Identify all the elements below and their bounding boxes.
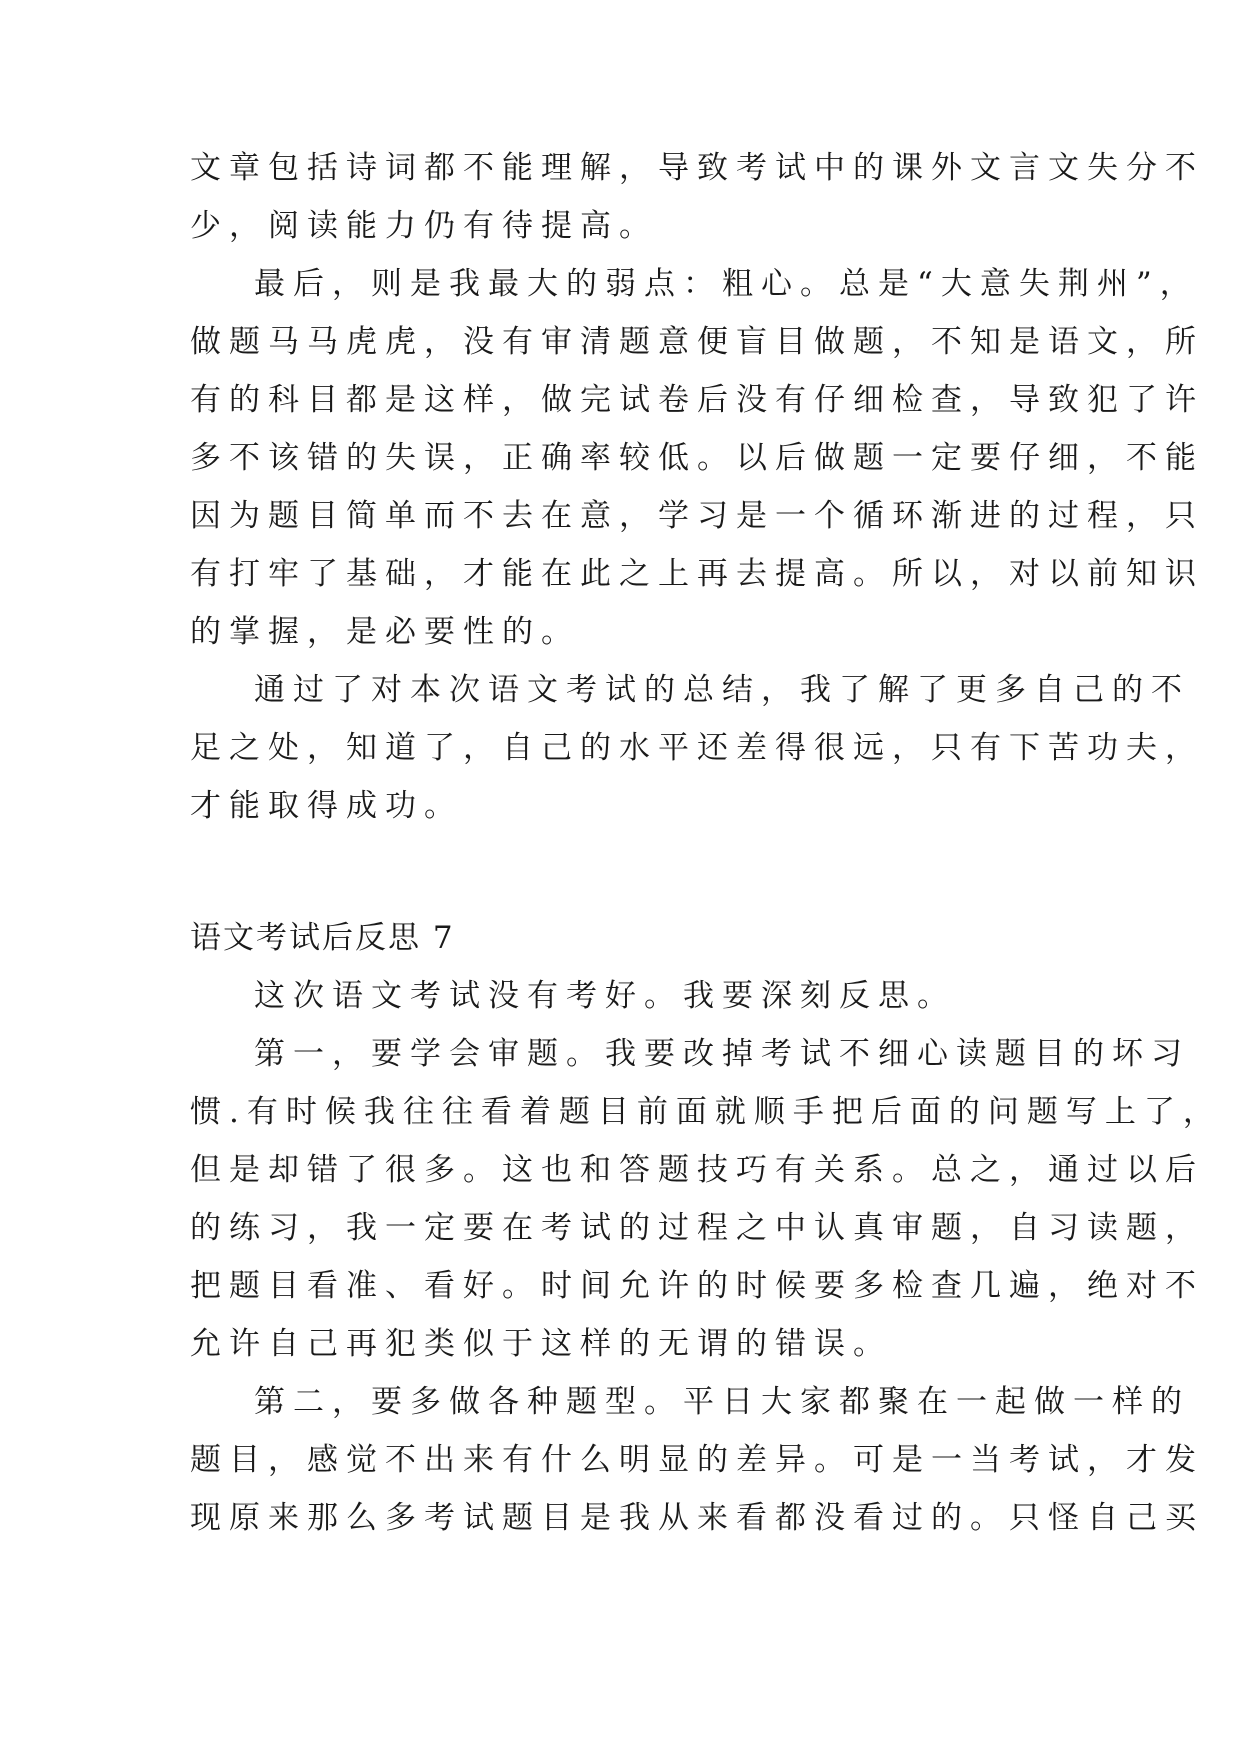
text-line: 题目，感觉不出来有什么明显的差异。可是一当考试，才发 (190, 1442, 1204, 1478)
text-line: 允许自己再犯类似于这样的无谓的错误。 (190, 1326, 892, 1362)
text-line: 第一，要学会审题。我要改掉考试不细心读题目的坏习 (254, 1036, 1190, 1072)
section-heading: 语文考试后反思 7 (190, 920, 455, 956)
text-line: 把题目看准、看好。时间允许的时候要多检查几遍，绝对不 (190, 1268, 1204, 1304)
text-line: 因为题目简单而不去在意，学习是一个循环渐进的过程，只 (190, 498, 1204, 534)
text-line: 有打牢了基础，才能在此之上再去提高。所以，对以前知识 (190, 556, 1204, 592)
text-line: 第二，要多做各种题型。平日大家都聚在一起做一样的 (254, 1384, 1190, 1420)
text-line: 多不该错的失误，正确率较低。以后做题一定要仔细，不能 (190, 440, 1204, 476)
text-line: 通过了对本次语文考试的总结，我了解了更多自己的不 (254, 672, 1190, 708)
text-line: 足之处，知道了，自己的水平还差得很远，只有下苦功夫， (190, 730, 1204, 766)
text-line: 惯.有时候我往往看着题目前面就顺手把后面的问题写上了， (190, 1094, 1222, 1130)
text-line: 的练习，我一定要在考试的过程之中认真审题，自习读题， (190, 1210, 1204, 1246)
text-line: 少，阅读能力仍有待提高。 (190, 208, 658, 244)
text-line: 但是却错了很多。这也和答题技巧有关系。总之，通过以后 (190, 1152, 1204, 1188)
text-line: 文章包括诗词都不能理解，导致考试中的课外文言文失分不 (190, 150, 1204, 186)
text-line: 有的科目都是这样，做完试卷后没有仔细检查，导致犯了许 (190, 382, 1204, 418)
text-line: 现原来那么多考试题目是我从来看都没看过的。只怪自己买 (190, 1500, 1204, 1536)
text-line: 这次语文考试没有考好。我要深刻反思。 (254, 978, 956, 1014)
text-line: 才能取得成功。 (190, 788, 463, 824)
text-line: 做题马马虎虎，没有审清题意便盲目做题，不知是语文，所 (190, 324, 1204, 360)
text-line: 的掌握，是必要性的。 (190, 614, 580, 650)
text-line: 最后，则是我最大的弱点：粗心。总是“大意失荆州”， (254, 266, 1199, 302)
